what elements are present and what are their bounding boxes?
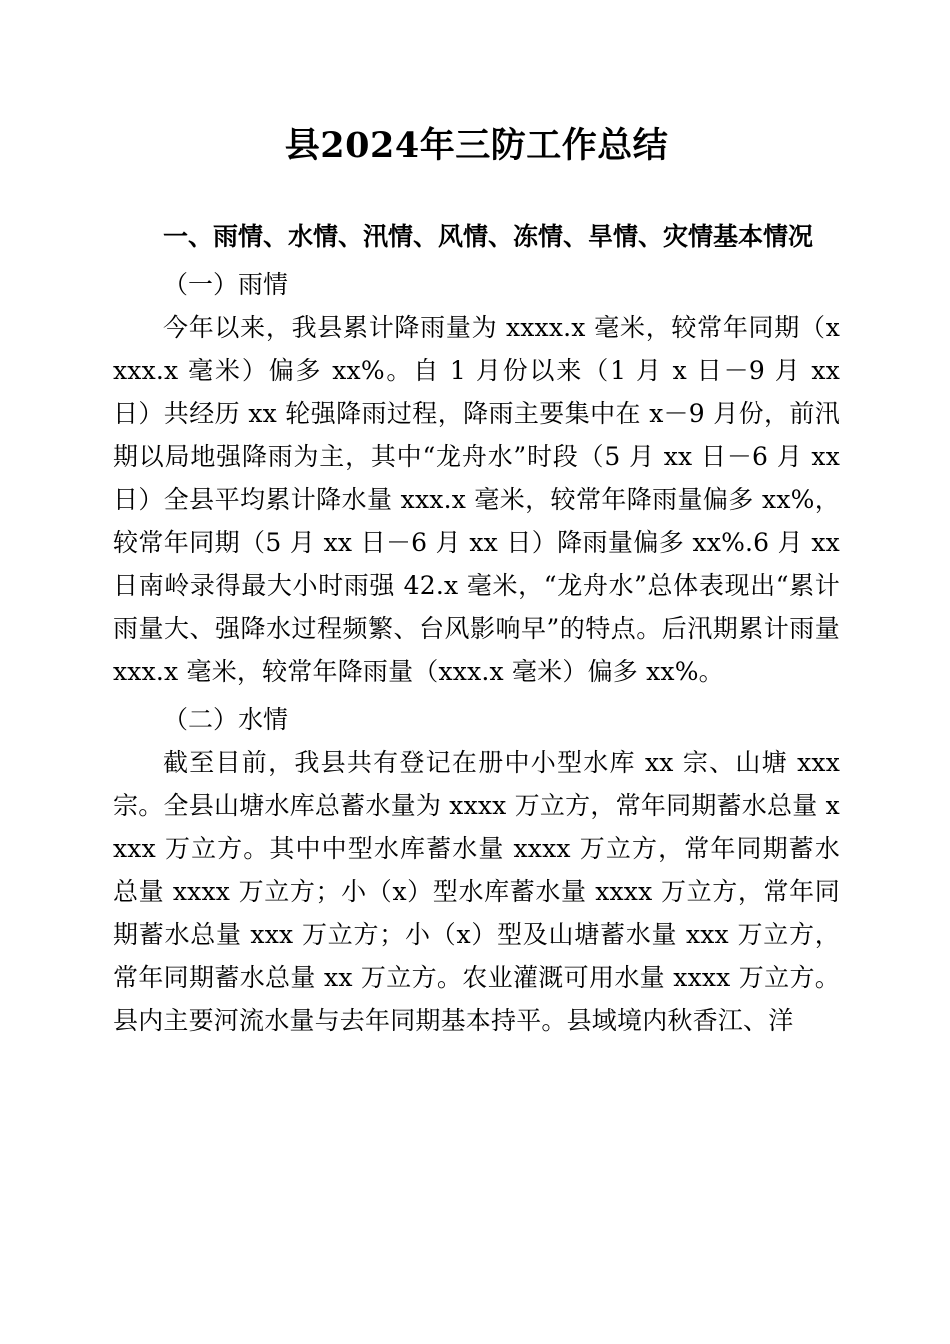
paragraph-water-situation-clip: [113, 741, 840, 1042]
page-title: 县2024年三防工作总结: [284, 125, 669, 166]
section-heading-basic-situation: 一、雨情、水情、汛情、风情、冻情、旱情、灾情基本情况: [163, 222, 814, 251]
paragraph-rainfall: 今年以来，我县累计降雨量为 xxxx.x 毫米，较常年同期（xxxx.x 毫米）偏多 xx%。自 1 月份以来（1 月 x 日－9 月 xx 日）共经历 xx 轮强降雨过程，降雨主要集中在 x－9 月份，前汛期以局地强降雨为主，其中“龙舟水”时段（5 月 xx 日－6 月 xx 日）全县平均累计降水量 xxx.x 毫米，较常年降雨量偏多 xx%，较常年同期（5 月 xx 日－6 月 xx 日）降雨量偏多 xx%.6 月 xx 日南岭录得最大小时雨强 42.x 毫米，“龙舟水”总体表现出“累计雨量大、强降水过程频繁、台风影响早”的特点。后汛期累计雨量 xxx.x 毫米，较常年降雨量（xxx.x 毫米）偏多 xx%。: [113, 313, 840, 686]
paragraph-water-situation: 截至目前，我县共有登记在册中小型水库 xx 宗、山塘 xxx 宗。全县山塘水库总蓄水量为 xxxx 万立方，常年同期蓄水总量 xxxx 万立方。其中中型水库蓄水量 xxxx 万立方，常年同期蓄水总量 xxxx 万立方；小（x）型水库蓄水量 xxxx 万立方，常年同期蓄水总量 xxx 万立方；小（x）型及山塘蓄水量 xxx 万立方，常年同期蓄水总量 xx 万立方。农业灌溉可用水量 xxxx 万立方。县内主要河流水量与去年同期基本持平。县域境内秋香江、洋: [113, 748, 840, 1035]
subsection-heading-water-situation: （二）水情: [163, 705, 289, 734]
document-body-column: [113, 0, 840, 1042]
subsection-heading-rainfall: （一）雨情: [163, 270, 289, 299]
